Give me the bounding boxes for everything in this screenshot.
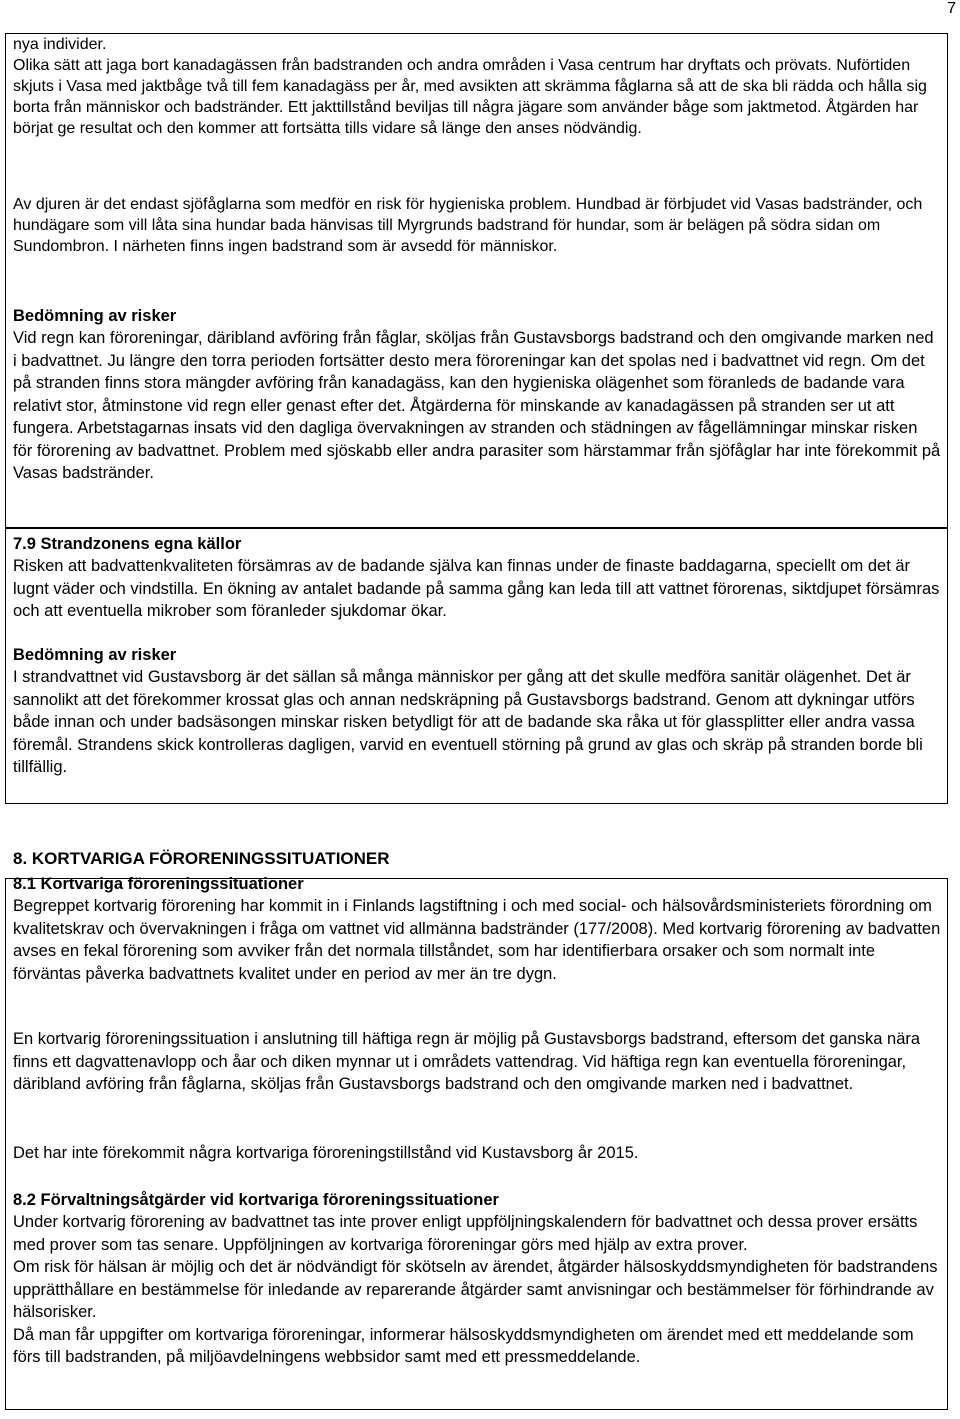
section-7-9-heading: 7.9 Strandzonens egna källor [13,535,242,553]
paragraph-geese-hunting: nya individer. Olika sätt att jaga bort kanadagässen från badstranden och andra områden i Vasa centrum har dryftats och prövats. Nuförtiden skjuts i Vasa med jaktbåge två till fem kanadagäss per år, med avsikten att skrämma fåglarna så att de ska bli rädda och hålla sig borta från människor och badstränder. Ett jakttillstånd beviljas till några jägare som använder båge som jaktmetod. Åtgärden har börjat ge resultat och den kommer att fortsätta tills vidare så länge den anses nödvändig. [13,36,927,137]
section-8-2-heading: 8.2 Förvaltningsåtgärder vid kortvariga föroreningssituationer [13,1191,499,1209]
section-8-1-heading: 8.1 Kortvariga föroreningssituationer [13,875,304,893]
risk-assessment-heading: Bedömning av risker [13,307,177,325]
page-number: 7 [947,0,956,17]
section-8-1-paragraph-2: En kortvarig föroreningssituation i anslutning till häftiga regn är möjlig på Gustavsborgs badstrand, eftersom det ganska nära finns ett dagvattenavlopp och åar och diken mynnar ut i områdets vattendrag. Vid häftiga regn kan eventuella föroreningar, däribland avföring från fåglarna, sköljas från Gustavsborgs badstrand och den omgivande marken ned i badvattnet. [13,1030,921,1093]
section-8-heading: 8. KORTVARIGA FÖRORENINGSSITUATIONER [13,849,390,868]
section-7-9-text: Risken att badvattenkvaliteten försämras av de badande själva kan finnas under de finaste baddagarna, speciellt om det är lugnt väder och vindstilla. En ökning av antalet badande på samma gång kan leda till att vattnet förorenas, siktdjupet försämras och att eventuella mikrober som föranleder sjukdomar ökar. [13,557,940,620]
section-8-1-paragraph-3: Det har inte förekommit några kortvariga föroreningstillstånd vid Kustavsborg år 2015. [13,1144,639,1162]
section-8-2-text: Under kortvarig förorening av badvattnet tas inte prover enligt uppföljningskalendern för badvattnet och dessa prover ersätts med prover som tas senare. Uppföljningen av kortvariga föroreningar görs med hjälp av extra prover. Om risk för hälsan är möjlig och det är nödvändigt för skötseln av ärendet, åtgärder hälsoskyddsmyndigheten för badstrandens upprätthållare en bestämmelse för inledande av reparerande åtgärder samt anvisningar och bestämmelser för förhindrande av hälsorisker. Då man får uppgifter om kortvariga föroreningar, informerar hälsoskyddsmyndigheten om ärendet med ett meddelande som förs till badstranden, på miljöavdelningens webbsidor samt med ett pressmeddelande. [13,1213,938,1366]
risk-assessment-text: Vid regn kan föroreningar, däribland avföring från fåglar, sköljas från Gustavsborgs badstrand och den omgivande marken ned i badvattnet. Ju längre den torra perioden fortsätter desto mera föroreningar kan det spolas ned i badvattnet vid regn. Om det på stranden finns stora mängder avföring från kanadagäss, kan den hygieniska olägenhet som föranleds de badande vara relativt stor, åtminstone vid regn eller genast efter det. Åtgärderna för minskande av kanadagässen på stranden ser ut att fungera. Arbetstagarnas insats vid den dagliga övervakningen av stranden och städningen av fågellämningar minskar risken för förorening av badvattnet. Problem med sjöskabb eller andra parasiter som härstammar från sjöfåglar har inte förekommit på Vasas badstränder. [13,329,941,482]
section-7-9-risk-heading: Bedömning av risker [13,646,177,664]
section-8-1-paragraph-1: Begreppet kortvarig förorening har kommit in i Finlands lagstiftning i och med social- och hälsovårdsministeriets förordning om kvalitetskrav och övervakningen i fråga om vattnet vid allmänna badstränder (177/2008). Med kortvarig förorening av badvatten avses en fekal förorening som avviker från det normala tillståndet, som har identifierbara orsaker och som normalt inte förväntas påverka badvattnets kvalitet under en period av mer än tre dygn. [13,897,941,983]
section-7-9-risk-text: I strandvattnet vid Gustavsborg är det sällan så många människor per gång att det skulle medföra sanitär olägenhet. Det är sannolikt att det förekommer krossat glas och annan nedskräpning på Gustavsborgs badstrand. Genom att dykningar utförs både innan och under badsäsongen minskar risken betydligt för att de badande ska råka ut för glassplitter eller andra vassa föremål. Strandens skick kontrolleras dagligen, varvid en eventuell störning på grund av glas och skräp på stranden borde bli tillfällig. [13,668,923,776]
paragraph-animals-risk: Av djuren är det endast sjöfåglarna som medför en risk för hygieniska problem. Hundbad är förbjudet vid Vasas badstränder, och hundägare som vill låta sina hundar bada hänvisas till Myrgrunds badstrand för hundar, som är belägen på södra sidan om Sundombron. I närheten finns ingen badstrand som är avsedd för människor. [13,196,923,255]
